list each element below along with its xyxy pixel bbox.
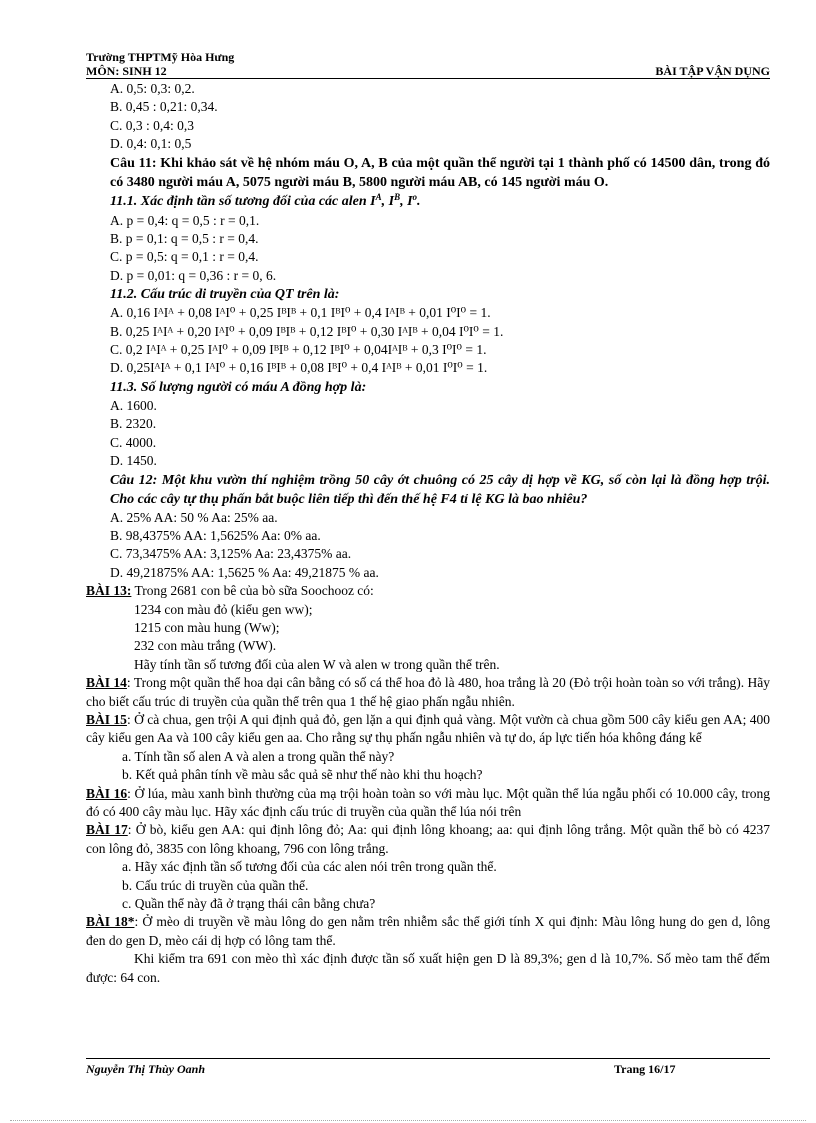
- bai14-label: BÀI 14: [86, 675, 127, 691]
- content-body: [86, 80, 770, 987]
- q11-stem: Câu 11: Khi khảo sát về hệ nhóm máu O, A, B của một quần thể người tại 1 thành phố có 14500 dân, trong đó có 3480 người máu A, 5075 người máu B, 5800 người máu AB, có 145 người máu O.: [110, 155, 770, 190]
- q10-option-d: D. 0,4: 0,1: 0,5: [110, 136, 192, 152]
- author-name: Nguyễn Thị Thùy Oanh: [86, 1062, 206, 1076]
- bai16-text: BÀI 16: Ở lúa, màu xanh bình thường của mạ trội hoàn toàn so với màu lục. Một quần thể lúa ngẫu phối có 10.000 cây, trong đó có 400 cây màu lục. Hãy xác định cấu trúc di truyền của quần thể lúa nói trên: [86, 785, 770, 819]
- bai17-item-b: b. Cấu trúc di truyền của quần thể.: [122, 877, 309, 893]
- q11-1-option-a: A. p = 0,4: q = 0,5 : r = 0,1.: [110, 212, 260, 228]
- bai18-text: BÀI 18*: Ở mèo di truyền về màu lông do gen nằm trên nhiễm sắc thể giới tính X qui định: Màu lông hung do gen d, lông đen do gen D, mèo cái dị hợp có lông tam thể.: [86, 914, 771, 948]
- q11-3-option-b: B. 2320.: [110, 416, 157, 432]
- q12-option-c: C. 73,3475% AA: 3,125% Aa: 23,4375% aa.: [110, 546, 352, 562]
- q12-option-b: B. 98,4375% AA: 1,5625% Aa: 0% aa.: [110, 527, 321, 543]
- bai15-label: BÀI 15: [86, 711, 127, 727]
- bai15-item-a: a. Tính tần số alen A và alen a trong quần thể này?: [122, 748, 395, 764]
- bai17-label: BÀI 17: [86, 822, 128, 838]
- q10-option-a: A. 0,5: 0,3: 0,2.: [110, 81, 195, 96]
- q10-option-c: C. 0,3 : 0,4: 0,3: [110, 117, 195, 133]
- bai16-label: BÀI 16: [86, 785, 128, 801]
- page-bottom-edge: [10, 1120, 806, 1121]
- q11-1-title: 11.1. Xác định tần số tương đối của các alen $I^A$, $I^B$, $I^o$.: [110, 191, 421, 209]
- bai17-text: BÀI 17: Ở bò, kiểu gen AA: qui định lông đỏ; Aa: qui định lông khoang; aa: qui định lông trắng. Một quần thể bò có 4237 con lông đỏ, 3835 con lông khoang, 796 con lông trắng.: [86, 822, 770, 856]
- bai13-line-2: 1215 con màu hung (Ww);: [134, 619, 280, 635]
- school-name: Trường THPTMỹ Hòa Hưng: [86, 50, 235, 64]
- q11-3-option-d: D. 1450.: [110, 453, 157, 469]
- q11-2-option-c: C. 0,2 IᴬIᴬ + 0,25 IᴬI⁰ + 0,09 IᴮIᴮ + 0,12 IᴮI⁰ + 0,04IᴬIᴮ + 0,3 I⁰I⁰ = 1.: [110, 342, 487, 358]
- bai13-intro: BÀI 13: Trong 2681 con bê của bò sữa Soochooz có:: [86, 583, 374, 599]
- q11-2-title: 11.2. Cấu trúc di truyền của QT trên là:: [110, 287, 340, 303]
- header-left: [86, 50, 234, 78]
- bai15-text: BÀI 15: Ở cà chua, gen trội A qui định quả đỏ, gen lặn a qui định quả vàng. Một vườn cà chua gồm 500 cây kiểu gen AA; 400 cây kiểu gen Aa và 100 cây kiểu gen aa. Cho rằng sự thụ phấn ngẫu nhiên và tự do, áp lực tiến hóa không đáng kể: [86, 711, 770, 746]
- bai13-line-3: 232 con màu trắng (WW).: [134, 638, 277, 654]
- bai13-line-4: Hãy tính tần số tương đối của alen W và alen w trong quần thể trên.: [134, 656, 500, 672]
- document-title: BÀI TẬP VẬN DỤNG: [655, 64, 770, 78]
- q11-2-option-a: A. 0,16 IᴬIᴬ + 0,08 IᴬI⁰ + 0,25 IᴮIᴮ + 0,1 IᴮI⁰ + 0,4 IᴬIᴮ + 0,01 I⁰I⁰ = 1.: [110, 305, 491, 321]
- q11-2-option-d: D. 0,25IᴬIᴬ + 0,1 IᴬI⁰ + 0,16 IᴮIᴮ + 0,08 IᴮI⁰ + 0,4 IᴬIᴮ + 0,01 I⁰I⁰ = 1.: [110, 360, 488, 376]
- subject-label: MÔN: SINH 12: [86, 64, 167, 78]
- q11-3-option-a: A. 1600.: [110, 397, 157, 413]
- q11-1-option-b: B. p = 0,1: q = 0,5 : r = 0,4.: [110, 231, 259, 247]
- bai17-item-a: a. Hãy xác định tần số tương đối của các alen nói trên trong quần thể.: [122, 859, 497, 875]
- q12-stem: Câu 12: Một khu vườn thí nghiệm trồng 50 cây ớt chuông có 25 cây dị hợp về KG, số còn lại là đồng hợp trội. Cho các cây tự thụ phấn bắt buộc liên tiếp thì đến thế hệ F4 tỉ lệ KG là bao nhiêu?: [110, 472, 770, 507]
- bai15-item-b: b. Kết quả phân tính về màu sắc quả sẽ như thế nào khi thu hoạch?: [122, 767, 483, 783]
- footer-divider: [86, 1058, 770, 1059]
- bai18-label: BÀI 18*: [86, 914, 135, 930]
- q11-3-title: 11.3. Số lượng người có máu A đồng hợp là:: [110, 379, 367, 395]
- page-number: Trang 16/17: [614, 1062, 676, 1076]
- header-divider: [86, 78, 770, 79]
- q12-option-d: D. 49,21875% AA: 1,5625 % Aa: 49,21875 % aa.: [110, 564, 379, 580]
- bai13-line-1: 1234 con màu đỏ (kiểu gen ww);: [134, 601, 313, 617]
- q11-1-option-c: C. p = 0,5: q = 0,1 : r = 0,4.: [110, 249, 259, 265]
- bai14-text: BÀI 14: Trong một quần thể hoa dại cân bằng có số cá thể hoa đỏ là 480, hoa trắng là 20 (Đỏ trội hoàn toàn so với trắng). Hãy cho biết cấu trúc di truyền của quần thể trên qua 1 thế hệ giao phấn ngẫu nhiên.: [86, 675, 770, 709]
- q11-1-option-d: D. p = 0,01: q = 0,36 : r = 0, 6.: [110, 267, 277, 283]
- bai17-item-c: c. Quần thể này đã ở trạng thái cân bằng chưa?: [122, 896, 376, 912]
- q11-3-option-c: C. 4000.: [110, 434, 157, 450]
- bai18-text-2: Khi kiểm tra 691 con mèo thì xác định được tần số xuất hiện gen D là 89,3%; gen d là 10,7%. Số mèo tam thể đếm được: 64 con.: [86, 951, 770, 985]
- q12-option-a: A. 25% AA: 50 % Aa: 25% aa.: [110, 509, 278, 525]
- bai13-label: BÀI 13:: [86, 583, 132, 599]
- q11-2-option-b: B. 0,25 IᴬIᴬ + 0,20 IᴬI⁰ + 0,09 IᴮIᴮ + 0,12 IᴮI⁰ + 0,30 IᴬIᴮ + 0,04 I⁰I⁰ = 1.: [110, 323, 504, 339]
- q10-option-b: B. 0,45 : 0,21: 0,34.: [110, 99, 218, 115]
